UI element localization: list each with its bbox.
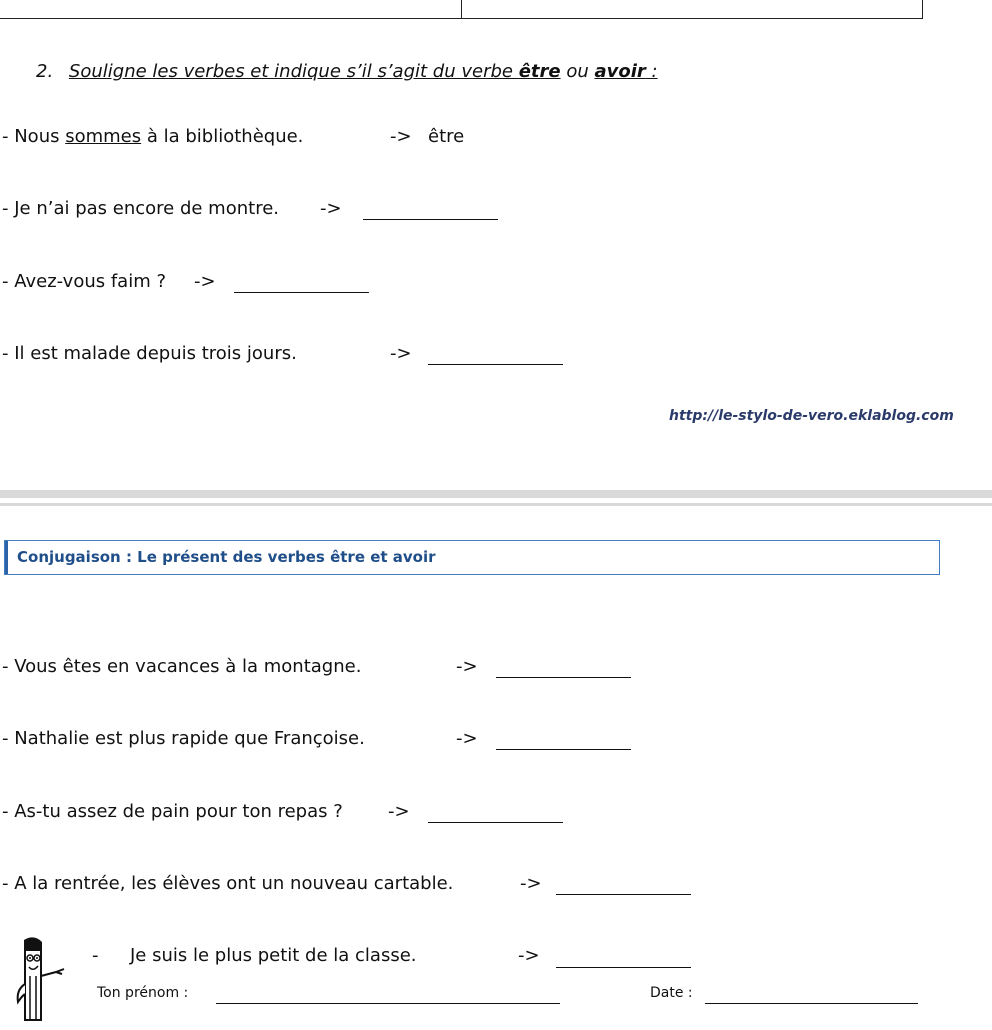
exercise-item: [2, 656, 361, 677]
top-table-remnant: [0, 0, 923, 19]
item-dash: -: [2, 343, 15, 364]
exercise-item: [92, 945, 99, 966]
first-name-field[interactable]: [216, 1002, 560, 1004]
item-dash: -: [2, 873, 15, 894]
item-text: Nathalie est plus rapide que Françoise.: [14, 728, 365, 749]
item-arrow: ->: [390, 343, 412, 364]
exercise-item: [2, 198, 279, 219]
underlined-verb: sommes: [65, 126, 142, 147]
exercise-2-instruction: [36, 61, 658, 82]
source-url[interactable]: http://le-stylo-de-vero.eklablog.com: [669, 408, 954, 424]
section-title: Conjugaison : Le présent des verbes être et avoir: [17, 548, 436, 566]
answer-blank[interactable]: [496, 748, 631, 750]
pencil-character-icon: [12, 936, 74, 1030]
item-dash: -: [2, 728, 15, 749]
item-dash: -: [2, 198, 15, 219]
page-separator: [0, 490, 992, 498]
title-accent-bar: [5, 541, 8, 574]
answer-blank[interactable]: [363, 218, 498, 220]
item-arrow: ->: [388, 801, 410, 822]
instruction-word-avoir: avoir: [594, 61, 646, 82]
item-arrow: ->: [456, 728, 478, 749]
item-arrow: ->: [520, 873, 542, 894]
item-dash: -: [2, 801, 15, 822]
answer-blank[interactable]: [428, 821, 563, 823]
answer-blank[interactable]: [556, 893, 691, 895]
item-dash: -: [92, 945, 99, 966]
item-text: Je suis le plus petit de la classe.: [130, 945, 417, 966]
instruction-ou: ou: [560, 61, 595, 82]
exercise-item: [2, 801, 343, 822]
item-arrow: ->: [390, 126, 412, 147]
exercise-number: 2.: [36, 61, 54, 82]
answer-blank[interactable]: [496, 676, 631, 678]
item-text: Avez-vous faim ?: [14, 271, 167, 292]
date-field[interactable]: [705, 1002, 918, 1004]
table-divider: [461, 0, 462, 18]
exercise-item: [2, 271, 166, 292]
item-text: Je n’ai pas encore de montre.: [14, 198, 279, 219]
instruction-word-etre: être: [518, 61, 561, 82]
item-arrow: ->: [194, 271, 216, 292]
item-dash: -: [2, 126, 15, 147]
item-arrow: ->: [456, 656, 478, 677]
item-text: Vous êtes en vacances à la montagne.: [14, 656, 362, 677]
exercise-item: [2, 728, 365, 749]
instruction-colon: :: [645, 61, 658, 82]
item-text: A la rentrée, les élèves ont un nouveau cartable.: [14, 873, 454, 894]
answer-blank[interactable]: [556, 966, 691, 968]
page-separator-thin: [0, 503, 992, 506]
answer-blank[interactable]: [234, 291, 369, 293]
exercise-item: [2, 126, 303, 147]
exercise-item: [2, 343, 297, 364]
instruction-text: Souligne les verbes et indique s’il s’agit du verbe: [68, 61, 519, 82]
exercise-item: [2, 873, 453, 894]
item-text-after: à la bibliothèque.: [141, 126, 304, 147]
item-text-before: Nous: [14, 126, 66, 147]
item-text: As-tu assez de pain pour ton repas ?: [14, 801, 343, 822]
item-arrow: ->: [320, 198, 342, 219]
date-label: Date :: [650, 985, 693, 1001]
item-arrow: ->: [518, 945, 540, 966]
item-dash: -: [2, 656, 15, 677]
first-name-label: Ton prénom :: [97, 985, 189, 1001]
item-dash: -: [2, 271, 15, 292]
answer-blank[interactable]: [428, 363, 563, 365]
section-title-box: [4, 540, 940, 575]
item-answer: être: [428, 126, 465, 147]
item-text: Il est malade depuis trois jours.: [14, 343, 297, 364]
